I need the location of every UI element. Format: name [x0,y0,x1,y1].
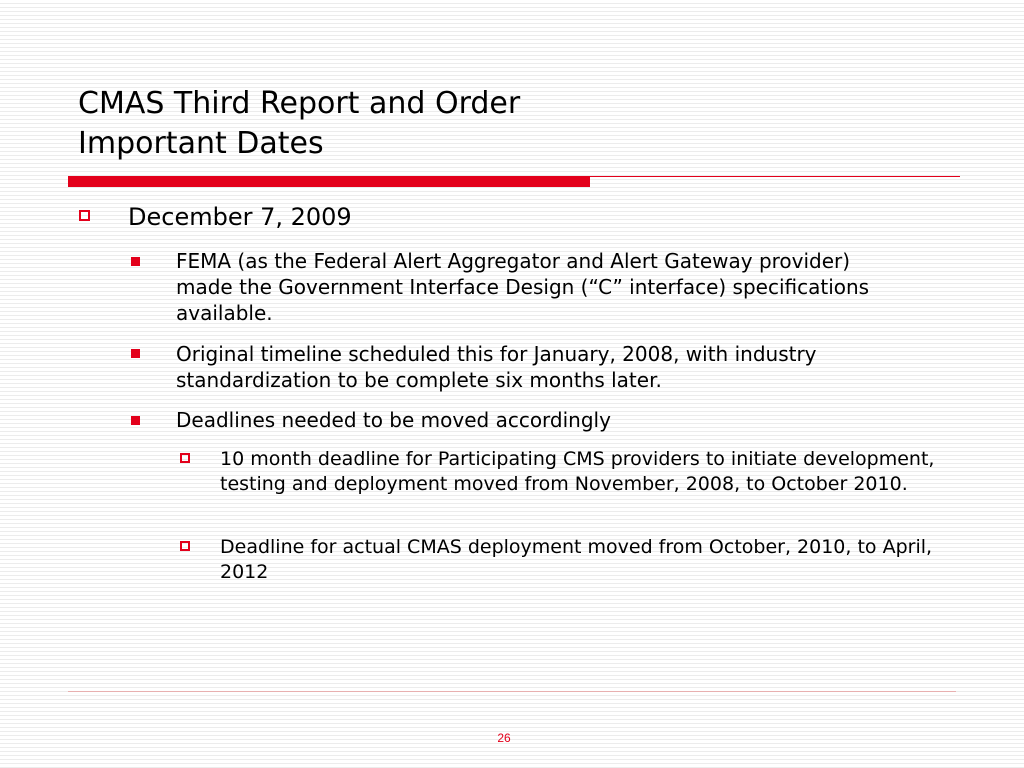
slide-title-line-2: Important Dates [78,126,324,161]
filled-square-bullet-icon [131,416,140,425]
hollow-square-bullet-icon [79,210,90,221]
title-divider-thick [68,176,590,187]
hollow-square-bullet-icon [180,541,190,551]
bullet-level3-text-1: 10 month deadline for Participating CMS providers to initiate development, testing and deployment moved from November, 2008, to October 2010. [220,448,935,495]
footer-divider [68,691,956,692]
bullet-level2-text-3: Deadlines needed to be moved accordingly [176,408,611,432]
hollow-square-bullet-icon [180,453,190,463]
page-number: 26 [497,731,511,745]
bullet-level1-text: December 7, 2009 [128,203,352,231]
title-divider-thin [590,176,960,177]
bullet-level3-text-2: Deadline for actual CMAS deployment moved from October, 2010, to April, 2012 [220,536,933,583]
filled-square-bullet-icon [131,257,140,266]
bullet-level2-text-1: FEMA (as the Federal Alert Aggregator and Alert Gateway provider) made the Government Interface Design (“C” interface) specifications available. [176,249,870,325]
filled-square-bullet-icon [131,349,140,358]
bullet-level2-text-2: Original timeline scheduled this for January, 2008, with industry standardization to be complete six months later. [176,342,817,392]
slide-title [78,84,958,164]
slide-title-line-1: CMAS Third Report and Order [78,86,521,121]
